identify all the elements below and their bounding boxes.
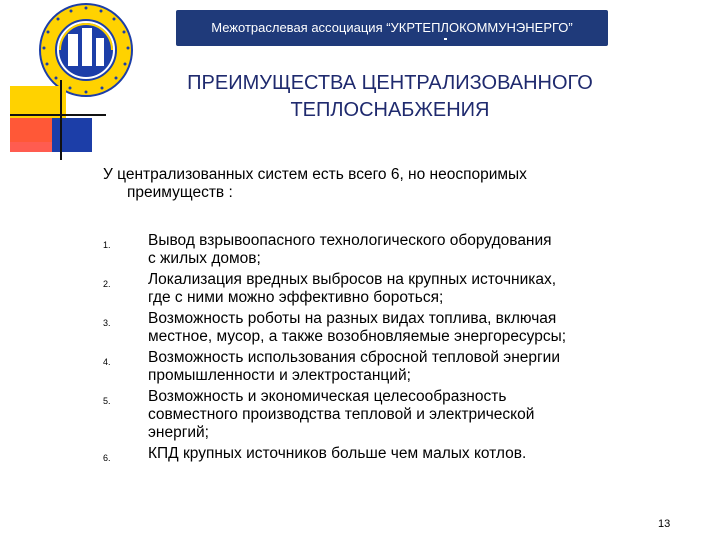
- banner-dash: [444, 38, 447, 40]
- item-number: 4.: [103, 357, 111, 367]
- intro-line-2: преимуществ :: [127, 184, 233, 201]
- item-number: 3.: [103, 318, 111, 328]
- item-line: Возможность и экономическая целесообразность: [148, 388, 507, 405]
- list-item: [103, 445, 703, 463]
- item-line: КПД крупных источников больше чем малых котлов.: [148, 445, 527, 462]
- banner-text: Межотраслевая ассоциация “УКРТЕПЛОКОММУНЭНЕРГО”: [211, 20, 573, 35]
- item-line: где с ними можно эффективно бороться;: [148, 289, 444, 306]
- page-number: 13: [658, 518, 671, 530]
- item-number: 5.: [103, 396, 111, 406]
- list-item: [103, 232, 703, 268]
- list-item: [103, 271, 703, 307]
- item-number: 1.: [103, 240, 111, 250]
- title-line-1: ПРЕИМУЩЕСТВА ЦЕНТРАЛИЗОВАННОГО: [187, 72, 593, 94]
- item-line: с жилых домов;: [148, 250, 261, 267]
- item-line: промышленности и электростанций;: [148, 367, 411, 384]
- item-line: Локализация вредных выбросов на крупных источниках,: [148, 271, 557, 288]
- item-line: совместного производства тепловой и электрической: [148, 406, 535, 423]
- advantages-list: [103, 232, 703, 466]
- association-banner: [176, 10, 608, 46]
- item-number: 2.: [103, 279, 111, 289]
- item-line: Возможность роботы на разных видах топлива, включая: [148, 310, 557, 327]
- item-line: энергий;: [148, 424, 209, 441]
- item-line: Возможность использования сбросной тепловой энергии: [148, 349, 560, 366]
- intro-text: [103, 166, 693, 202]
- decor-horizontal-line: [10, 114, 106, 116]
- list-item: [103, 349, 703, 385]
- decor-blue-square: [52, 118, 92, 152]
- association-logo: [38, 2, 134, 98]
- list-item: [103, 388, 703, 442]
- title-line-2: ТЕПЛОСНАБЖЕНИЯ: [290, 99, 490, 121]
- list-item: [103, 310, 703, 346]
- decor-vertical-line: [60, 80, 62, 160]
- decor-red-square: [10, 118, 54, 152]
- item-line: местное, мусор, а также возобновляемые энергоресурсы;: [148, 328, 567, 345]
- item-line: Вывод взрывоопасного технологического оборудования: [148, 232, 552, 249]
- slide-title: [130, 70, 650, 124]
- item-number: 6.: [103, 453, 111, 463]
- intro-line-1: У централизованных систем есть всего 6, но неоспоримых: [103, 166, 527, 183]
- logo-seal-icon: [38, 2, 134, 98]
